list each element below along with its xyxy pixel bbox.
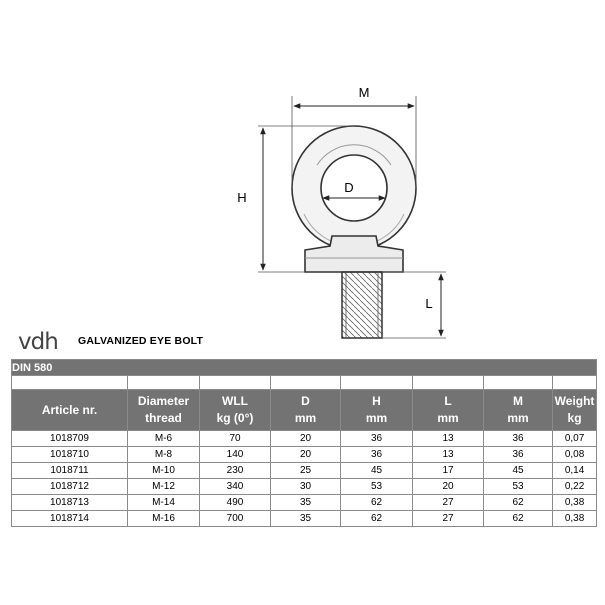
table-cell-wll: 700 <box>200 511 271 527</box>
table-cell-d: 35 <box>271 495 341 511</box>
table-cell-m: 45 <box>484 463 553 479</box>
table-cell-h: 62 <box>341 511 413 527</box>
table-cell-diameter: M-8 <box>128 447 200 463</box>
column-header-m <box>484 390 553 431</box>
table-cell-weight: 0,08 <box>553 447 597 463</box>
spec-table <box>11 359 597 527</box>
table-row <box>12 511 597 527</box>
table-cell-weight: 0,14 <box>553 463 597 479</box>
table-cell-article: 1018710 <box>12 447 128 463</box>
table-cell-h: 62 <box>341 495 413 511</box>
column-header-h <box>341 390 413 431</box>
column-header-diameter <box>128 390 200 431</box>
table-cell-l: 17 <box>413 463 484 479</box>
table-spacer-row <box>12 376 597 390</box>
table-cell-wll: 230 <box>200 463 271 479</box>
table-cell-wll: 140 <box>200 447 271 463</box>
column-header-line1: H <box>372 394 381 408</box>
table-cell-h: 45 <box>341 463 413 479</box>
table-row <box>12 495 597 511</box>
table-cell-h: 36 <box>341 447 413 463</box>
table-cell-l: 27 <box>413 495 484 511</box>
svg-text:vdh: vdh <box>18 329 58 354</box>
table-cell-weight: 0,22 <box>553 479 597 495</box>
table-cell-diameter: M-14 <box>128 495 200 511</box>
product-title: GALVANIZED EYE BOLT <box>78 335 204 347</box>
table-cell-l: 20 <box>413 479 484 495</box>
table-cell-article: 1018712 <box>12 479 128 495</box>
table-row <box>12 479 597 495</box>
table-cell-m: 36 <box>484 447 553 463</box>
column-header-l <box>413 390 484 431</box>
table-cell-weight: 0,38 <box>553 495 597 511</box>
table-cell-wll: 490 <box>200 495 271 511</box>
column-header-line1: M <box>513 394 523 408</box>
table-caption-row <box>12 360 597 376</box>
table-cell-article: 1018714 <box>12 511 128 527</box>
table-cell-article: 1018709 <box>12 431 128 447</box>
brand-header <box>18 326 203 356</box>
eye-bolt-collar <box>305 236 403 272</box>
table-cell-d: 20 <box>271 431 341 447</box>
table-cell-d: 35 <box>271 511 341 527</box>
table-header-row <box>12 390 597 431</box>
table-cell-h: 53 <box>341 479 413 495</box>
column-header-line1: WLL <box>222 394 248 408</box>
column-header-line2: thread <box>145 411 182 425</box>
column-header-line1: D <box>301 394 310 408</box>
column-header-wll <box>200 390 271 431</box>
table-cell-d: 25 <box>271 463 341 479</box>
column-header-line2: mm <box>365 411 388 425</box>
column-header-line2: mm <box>294 411 317 425</box>
column-header-line2: kg <box>567 411 582 425</box>
table-cell-m: 53 <box>484 479 553 495</box>
table-cell-h: 36 <box>341 431 413 447</box>
column-header-line2: kg (0°) <box>216 411 254 425</box>
column-header-article <box>12 390 128 431</box>
table-cell-m: 36 <box>484 431 553 447</box>
table-cell-d: 30 <box>271 479 341 495</box>
table-cell-l: 13 <box>413 431 484 447</box>
table-row <box>12 463 597 479</box>
table-cell-diameter: M-16 <box>128 511 200 527</box>
dimension-h-label: H <box>237 190 247 205</box>
table-row <box>12 447 597 463</box>
table-cell-l: 27 <box>413 511 484 527</box>
dimension-m-label: M <box>358 85 370 100</box>
table-cell-weight: 0,07 <box>553 431 597 447</box>
column-header-line1: Article nr. <box>41 402 98 417</box>
threaded-shank <box>342 272 382 338</box>
column-header-line1: Weight <box>554 394 595 408</box>
table-row <box>12 431 597 447</box>
table-cell-weight: 0,38 <box>553 511 597 527</box>
vdh-logo <box>18 328 70 354</box>
dimension-d-label: D <box>344 180 354 195</box>
table-cell-l: 13 <box>413 447 484 463</box>
column-header-d <box>271 390 341 431</box>
table-cell-wll: 70 <box>200 431 271 447</box>
table-cell-article: 1018713 <box>12 495 128 511</box>
column-header-weight <box>553 390 597 431</box>
column-header-line1: L <box>444 394 452 408</box>
column-header-line2: mm <box>507 411 529 425</box>
table-cell-diameter: M-10 <box>128 463 200 479</box>
table-cell-article: 1018711 <box>12 463 128 479</box>
table-cell-m: 62 <box>484 495 553 511</box>
table-cell-diameter: M-6 <box>128 431 200 447</box>
eye-ring-inner <box>321 155 387 221</box>
column-header-line2: mm <box>437 411 459 425</box>
table-cell-m: 62 <box>484 511 553 527</box>
table-cell-d: 20 <box>271 447 341 463</box>
table-cell-wll: 340 <box>200 479 271 495</box>
table-caption: DIN 580 <box>12 360 597 376</box>
table-cell-diameter: M-12 <box>128 479 200 495</box>
column-header-line1: Diameter <box>137 394 190 408</box>
dimension-l-label: L <box>425 296 433 311</box>
